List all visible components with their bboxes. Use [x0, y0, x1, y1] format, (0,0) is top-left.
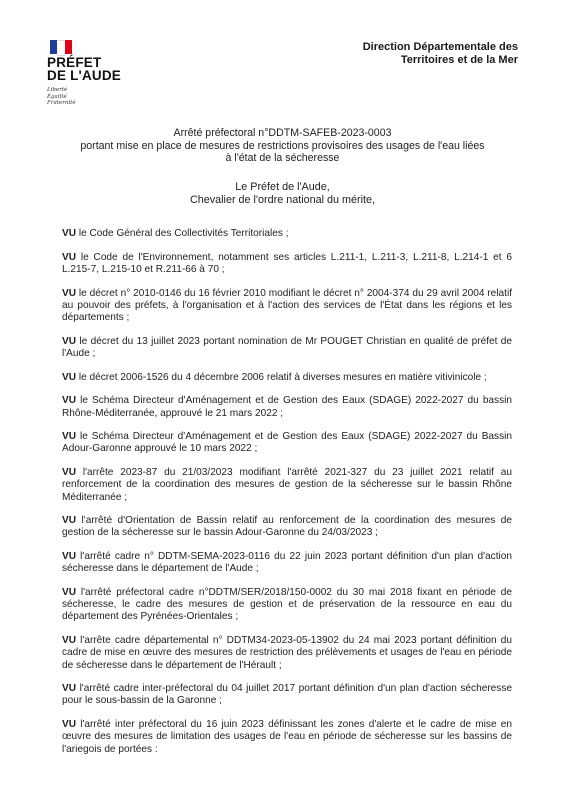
visa-item: [62, 467, 512, 504]
logo-line-2: DE L'AUDE: [47, 68, 122, 83]
logo-line-1: PRÉFET: [47, 55, 102, 70]
visa-item: [62, 336, 512, 360]
visa-item: [62, 515, 512, 539]
visa-keyword: VU: [62, 287, 77, 299]
visa-text: le Schéma Directeur d'Aménagement et de Gestion des Eaux (SDAGE) 2022-2027 du Bassin Adour-Garonne approuvé le 10 mars 2022 ;: [62, 431, 512, 455]
visa-text: l'arrêté d'Orientation de Bassin relatif au renforcement de la coordination des mesures de gestion de la sécheresse sur le bassin Adour-Garonne du 24/03/2023 ;: [62, 515, 512, 539]
prefet-signatory: [40, 181, 525, 207]
visa-text: le décret n° 2010-0146 du 16 février 2010 modifiant le décret n° 2004-374 du 29 avril 2004 relatif au pouvoir des préfets, à l'organisation et à l'action des services de l'État dans les régions et les départements ;: [62, 287, 512, 324]
motto-liberte: Liberté: [47, 87, 68, 93]
motto-fraternite: Fraternité: [47, 100, 76, 106]
visa-text: l'arrêté cadre inter-préfectoral du 04 juillet 2017 portant définition d'un plan d'action sécheresse pour le sous-bassin de la Garonne ;: [62, 683, 512, 707]
visa-item: [62, 431, 512, 455]
visa-item: [62, 395, 512, 419]
prefet-title-line: Chevalier de l'ordre national du mérite,: [189, 194, 376, 206]
visa-keyword: VU: [62, 228, 77, 239]
visa-text: l'arrêté inter préfectoral du 16 juin 2023 définissant les zones d'alerte et le cadre de mise en œuvre des mesures de limitation des usages de l'eau en période de sécheresse sur les bassins de l'ariegois de portées :: [62, 719, 512, 755]
decree-number: Arrêté préfectoral n°DDTM-SAFEB-2023-0003: [173, 127, 392, 139]
visa-item: [62, 587, 512, 624]
visa-keyword: VU: [62, 395, 77, 407]
direction-line-1: Direction Départementale des: [362, 41, 518, 53]
visa-keyword: VU: [62, 467, 77, 479]
visa-item: [62, 683, 512, 707]
visa-text: le Code de l'Environnement, notamment ses articles L.211-1, L.211-3, L.211-8, L.214-1 et 6 L.215-7, L.215-10 et R.211-66 à 70 ;: [62, 251, 512, 275]
motto-egalite: Égalité: [47, 93, 67, 100]
visa-keyword: VU: [62, 335, 77, 347]
direction-line-2: Territoires et de la Mer: [400, 54, 518, 66]
visa-text: le décret 2006-1526 du 4 décembre 2006 relatif à diverses mesures en matière vitivinicole ;: [78, 371, 487, 383]
visa-list: [62, 228, 512, 767]
visa-keyword: VU: [62, 251, 77, 263]
visa-item: [62, 719, 512, 756]
visa-item: [62, 252, 512, 276]
decree-subject-line-1: portant mise en place de mesures de restrictions provisoires des usages de l'eau liées: [80, 139, 485, 152]
visa-item: [62, 228, 512, 240]
visa-keyword: VU: [62, 719, 77, 731]
republic-motto: [47, 87, 157, 107]
decree-title: [40, 127, 525, 165]
visa-keyword: VU: [62, 371, 77, 383]
issuing-direction: [363, 41, 518, 67]
visa-keyword: VU: [62, 635, 77, 647]
visa-item: [62, 288, 512, 325]
visa-text: l'arrêté préfectoral cadre n°DDTM/SER/2018/150-0002 du 30 mai 2018 fixant en période de sécheresse, le cadre des mesures de gestion et de préservation de la ressource en eau du département des Pyrénées-Orientales ;: [62, 587, 512, 623]
decree-subject-line-2: à l'état de la sécheresse: [225, 152, 340, 164]
visa-item: [62, 551, 512, 575]
visa-text: le Schéma Directeur d'Aménagement et de Gestion des Eaux (SDAGE) 2022-2027 du bassin Rhône-Méditerranée, approuvé le 21 mars 2022 ;: [62, 395, 512, 419]
visa-keyword: VU: [62, 587, 77, 599]
visa-item: [62, 372, 512, 384]
prefet-logo: [47, 40, 157, 107]
visa-keyword: VU: [62, 551, 77, 563]
visa-text: l'arrêté cadre n° DDTM-SEMA-2023-0116 du 22 juin 2023 portant définition d'un plan d'action sécheresse dans le département de l'Aude ;: [62, 551, 512, 575]
visa-keyword: VU: [62, 683, 77, 695]
prefet-name-line: Le Préfet de l'Aude,: [235, 181, 330, 193]
visa-keyword: VU: [62, 431, 77, 443]
visa-text: l'arrête 2023-87 du 21/03/2023 modifiant l'arrêté 2021-327 du 23 juillet 2021 relatif au renforcement de la coordination des mesures de gestion de la sécheresse sur le bassin Rhône Méditerranée ;: [62, 467, 512, 503]
marianne-flag-icon: [50, 40, 72, 54]
visa-text: le décret du 13 juillet 2023 portant nomination de Mr POUGET Christian en qualité de préfet de l'Aude ;: [62, 335, 512, 359]
visa-keyword: VU: [62, 515, 77, 527]
visa-item: [62, 635, 512, 672]
visa-text: le Code Général des Collectivités Territoriales ;: [78, 228, 289, 239]
visa-text: l'arrête cadre départemental n° DDTM34-2023-05-13902 du 24 mai 2023 portant définition du cadre de mise en œuvre des mesures de restriction des prélèvements et usages de l'eau en période de sécheresse dans le département de l'Hérault ;: [62, 635, 512, 671]
